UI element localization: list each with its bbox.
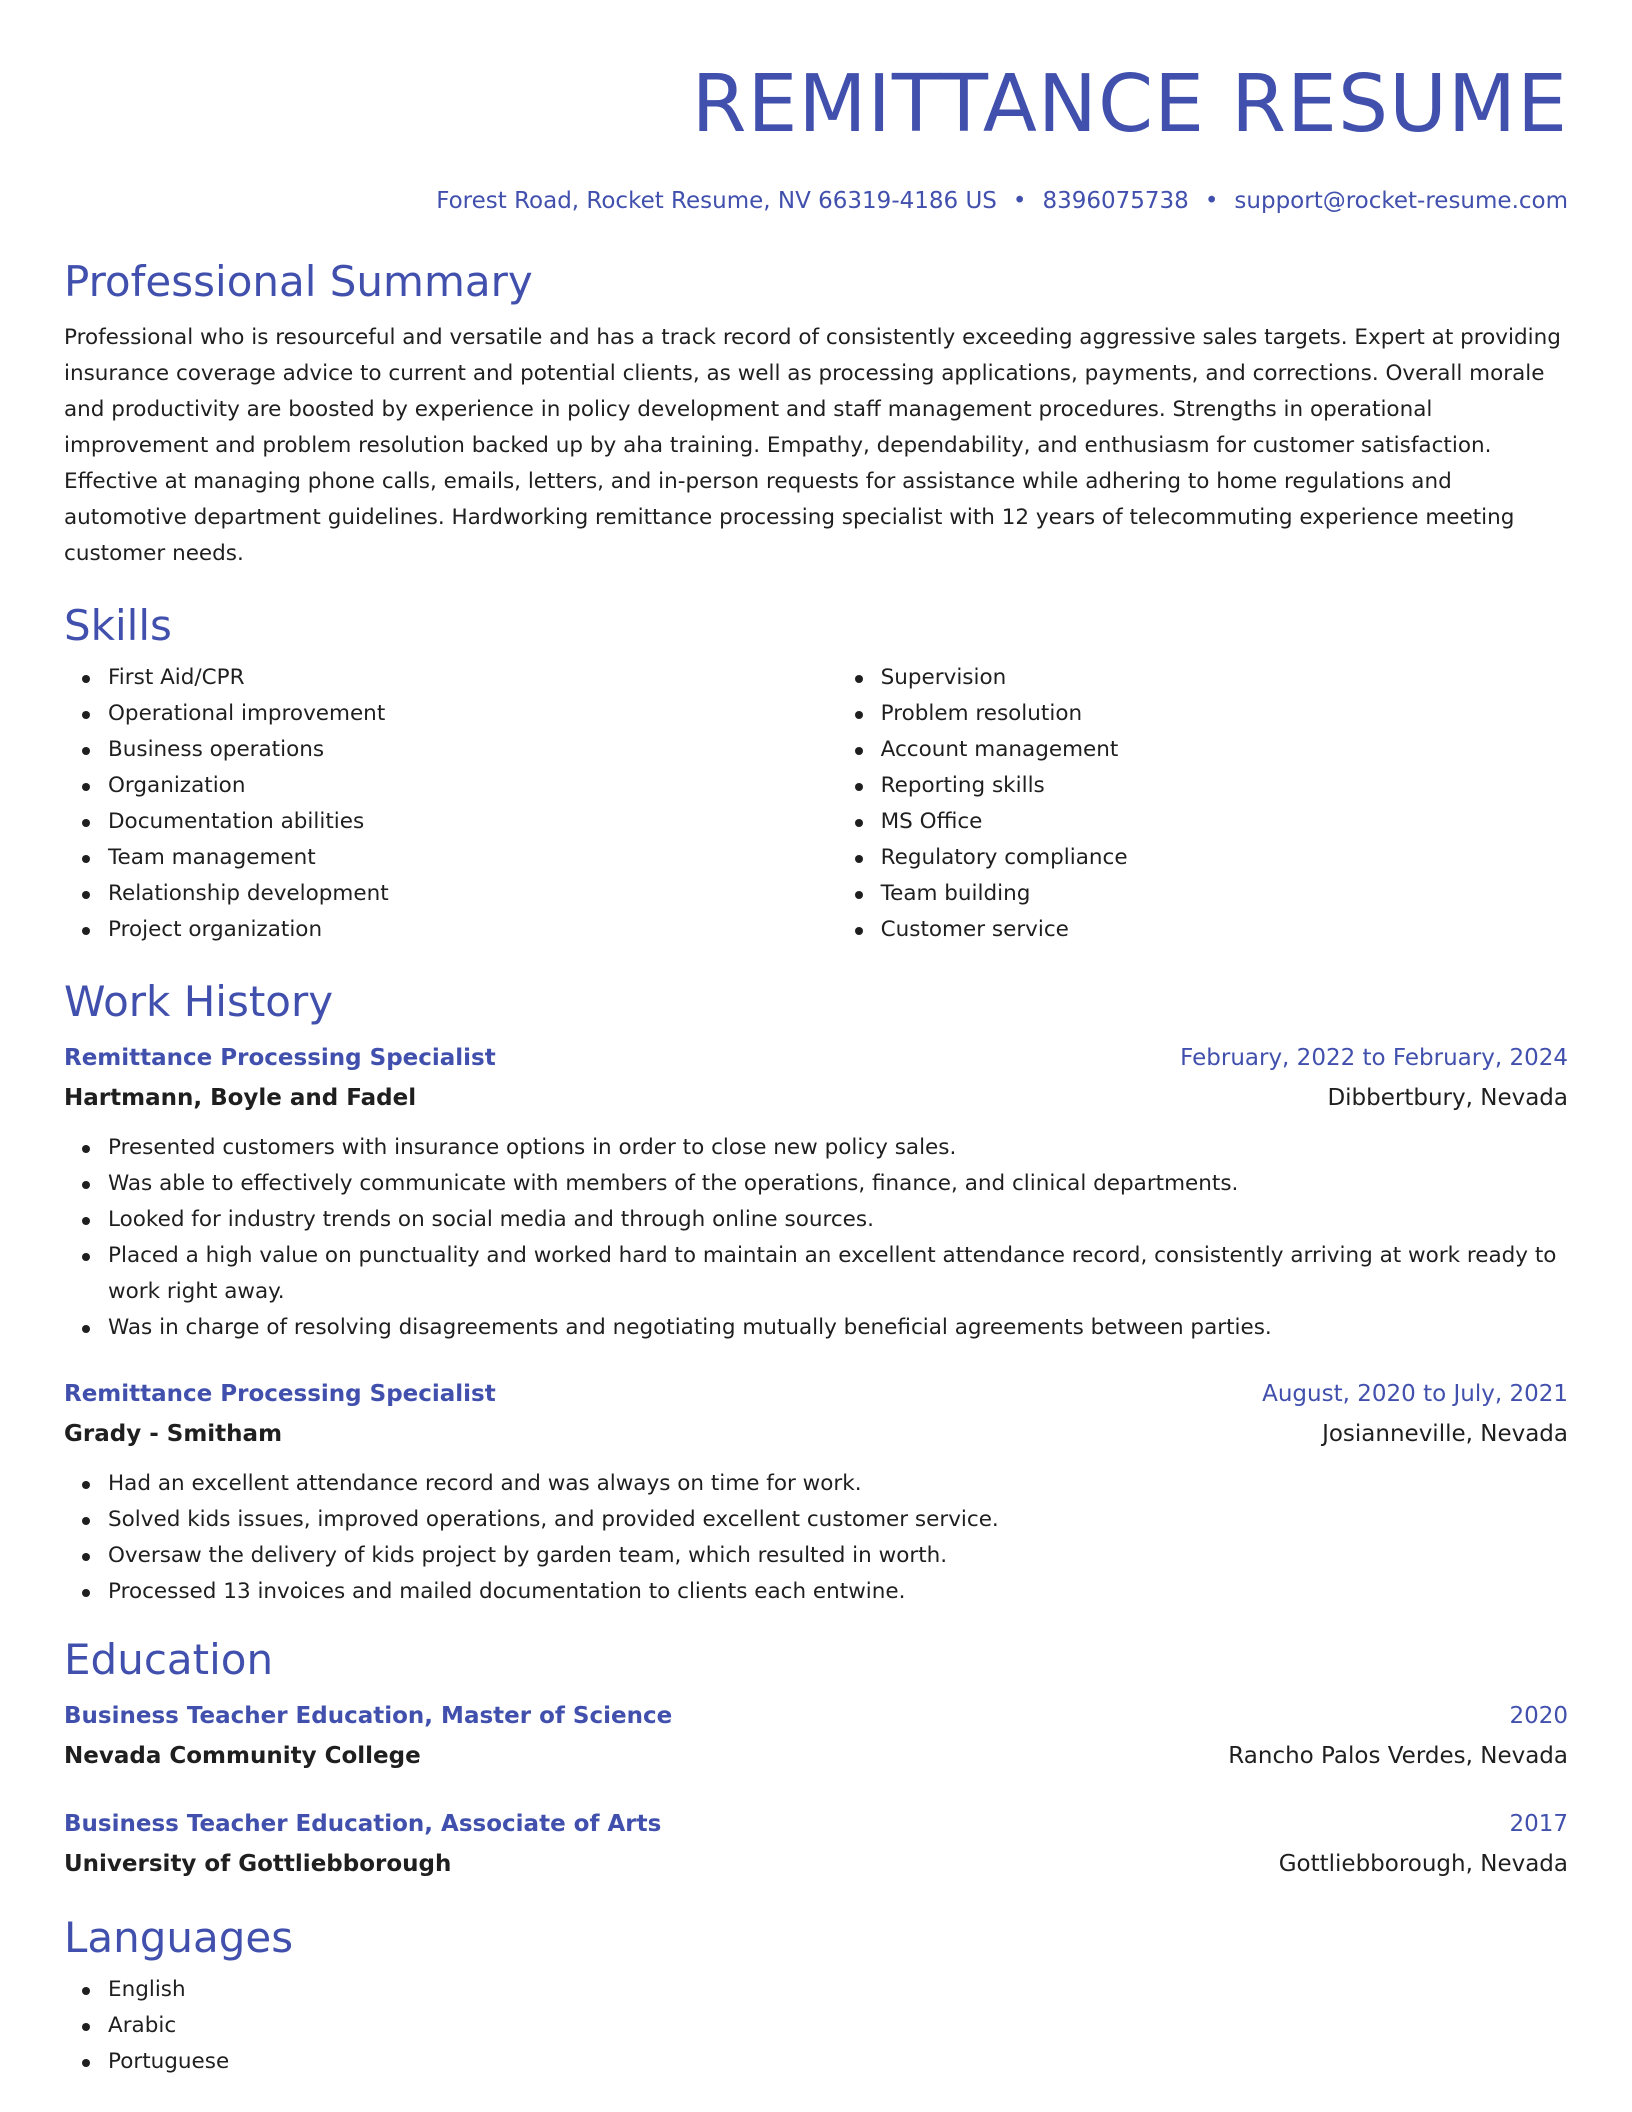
education-degree: Business Teacher Education, Associate of Arts: [64, 1811, 662, 1837]
professional-summary-section: [64, 256, 1568, 572]
skill-item: Team building: [881, 876, 1568, 912]
work-history-section: [64, 976, 1568, 1610]
section-title: Work History: [64, 977, 334, 1026]
education-school-row: [64, 1736, 1568, 1776]
skill-item: Supervision: [881, 660, 1568, 696]
skill-item: Regulatory compliance: [881, 840, 1568, 876]
job-location: Josianneville, Nevada: [1322, 1421, 1568, 1447]
job-company-row: [64, 1078, 1568, 1118]
job-bullet: Looked for industry trends on social media and through online sources.: [108, 1202, 1568, 1238]
job-entry: [64, 1374, 1568, 1610]
job-header-row: [64, 1038, 1568, 1078]
skills-grid: [64, 660, 1568, 948]
skill-item: Customer service: [881, 912, 1568, 948]
skill-item: Project organization: [108, 912, 837, 948]
job-dates: February, 2022 to February, 2024: [1180, 1045, 1568, 1071]
job-title: Remittance Processing Specialist: [64, 1045, 496, 1071]
skill-item: Account management: [881, 732, 1568, 768]
job-title: Remittance Processing Specialist: [64, 1381, 496, 1407]
languages-list: [64, 1972, 1568, 2080]
skill-item: Documentation abilities: [108, 804, 837, 840]
skill-item: Relationship development: [108, 876, 837, 912]
education-header-row: [64, 1696, 1568, 1736]
education-header-row: [64, 1804, 1568, 1844]
education-degree: Business Teacher Education, Master of Science: [64, 1703, 673, 1729]
job-bullet: Oversaw the delivery of kids project by garden team, which resulted in worth.: [108, 1538, 1568, 1574]
job-bullet: Placed a high value on punctuality and worked hard to maintain an excellent attendance record, consistently arriving at work ready to work right away.: [108, 1238, 1568, 1310]
section-title: Education: [64, 1635, 274, 1684]
contact-separator: •: [1204, 188, 1219, 214]
skill-item: Operational improvement: [108, 696, 837, 732]
job-bullet: Was in charge of resolving disagreements and negotiating mutually beneficial agreements between parties.: [108, 1310, 1568, 1346]
language-item: Portuguese: [108, 2044, 1568, 2080]
skill-item: Organization: [108, 768, 837, 804]
skills-section: [64, 600, 1568, 948]
job-bullet: Presented customers with insurance options in order to close new policy sales.: [108, 1130, 1568, 1166]
education-section: [64, 1634, 1568, 1884]
languages-section: [64, 1912, 1568, 2080]
job-company: Grady - Smitham: [64, 1421, 283, 1447]
job-bullets: [64, 1466, 1568, 1610]
resume-title: REMITTANCE RESUME: [691, 58, 1568, 150]
education-school-row: [64, 1844, 1568, 1884]
language-item: Arabic: [108, 2008, 1568, 2044]
skill-item: Problem resolution: [881, 696, 1568, 732]
contact-phone: 8396075738: [1042, 188, 1189, 214]
education-year: 2017: [1509, 1811, 1568, 1837]
skill-item: Business operations: [108, 732, 837, 768]
skills-list-right: [837, 660, 1568, 948]
section-title: Professional Summary: [64, 257, 533, 306]
contact-separator: •: [1012, 188, 1027, 214]
job-entry: [64, 1038, 1568, 1346]
contact-address: Forest Road, Rocket Resume, NV 66319-4186 US: [436, 188, 997, 214]
education-location: Gottliebborough, Nevada: [1278, 1851, 1568, 1877]
resume-header: [64, 56, 1568, 216]
language-item: English: [108, 1972, 1568, 2008]
job-dates: August, 2020 to July, 2021: [1262, 1381, 1568, 1407]
job-bullets: [64, 1130, 1568, 1346]
education-school: Nevada Community College: [64, 1743, 421, 1769]
skill-item: MS Office: [881, 804, 1568, 840]
skill-item: Team management: [108, 840, 837, 876]
education-entry: [64, 1804, 1568, 1884]
job-bullet: Processed 13 invoices and mailed documentation to clients each entwine.: [108, 1574, 1568, 1610]
education-year: 2020: [1509, 1703, 1568, 1729]
contact-line: [64, 186, 1568, 216]
job-company: Hartmann, Boyle and Fadel: [64, 1085, 417, 1111]
skill-item: First Aid/CPR: [108, 660, 837, 696]
section-title: Languages: [64, 1913, 294, 1962]
job-header-row: [64, 1374, 1568, 1414]
job-location: Dibbertbury, Nevada: [1327, 1085, 1568, 1111]
section-title: Skills: [64, 601, 172, 650]
skills-list-left: [64, 660, 837, 948]
job-bullet: Solved kids issues, improved operations, and provided excellent customer service.: [108, 1502, 1568, 1538]
contact-email[interactable]: support@rocket-resume.com: [1234, 188, 1568, 214]
summary-text: Professional who is resourceful and versatile and has a track record of consistently exceeding aggressive sales targets. Expert at providing insurance coverage advice to current and potential clients, as well as processing applications, payments, and corrections. Overall morale and productivity are boosted by experience in policy development and staff management procedures. Strengths in operational improvement and problem resolution backed up by aha training. Empathy, dependability, and enthusiasm for customer satisfaction. Effective at managing phone calls, emails, letters, and in-person requests for assistance while adhering to home regulations and automotive department guidelines. Hardworking remittance processing specialist with 12 years of telecommuting experience meeting customer needs.: [64, 325, 1561, 566]
job-bullet: Had an excellent attendance record and was always on time for work.: [108, 1466, 1568, 1502]
skill-item: Reporting skills: [881, 768, 1568, 804]
job-company-row: [64, 1414, 1568, 1454]
education-school: University of Gottliebborough: [64, 1851, 452, 1877]
job-bullet: Was able to effectively communicate with members of the operations, finance, and clinical departments.: [108, 1166, 1568, 1202]
education-entry: [64, 1696, 1568, 1776]
education-location: Rancho Palos Verdes, Nevada: [1228, 1743, 1568, 1769]
